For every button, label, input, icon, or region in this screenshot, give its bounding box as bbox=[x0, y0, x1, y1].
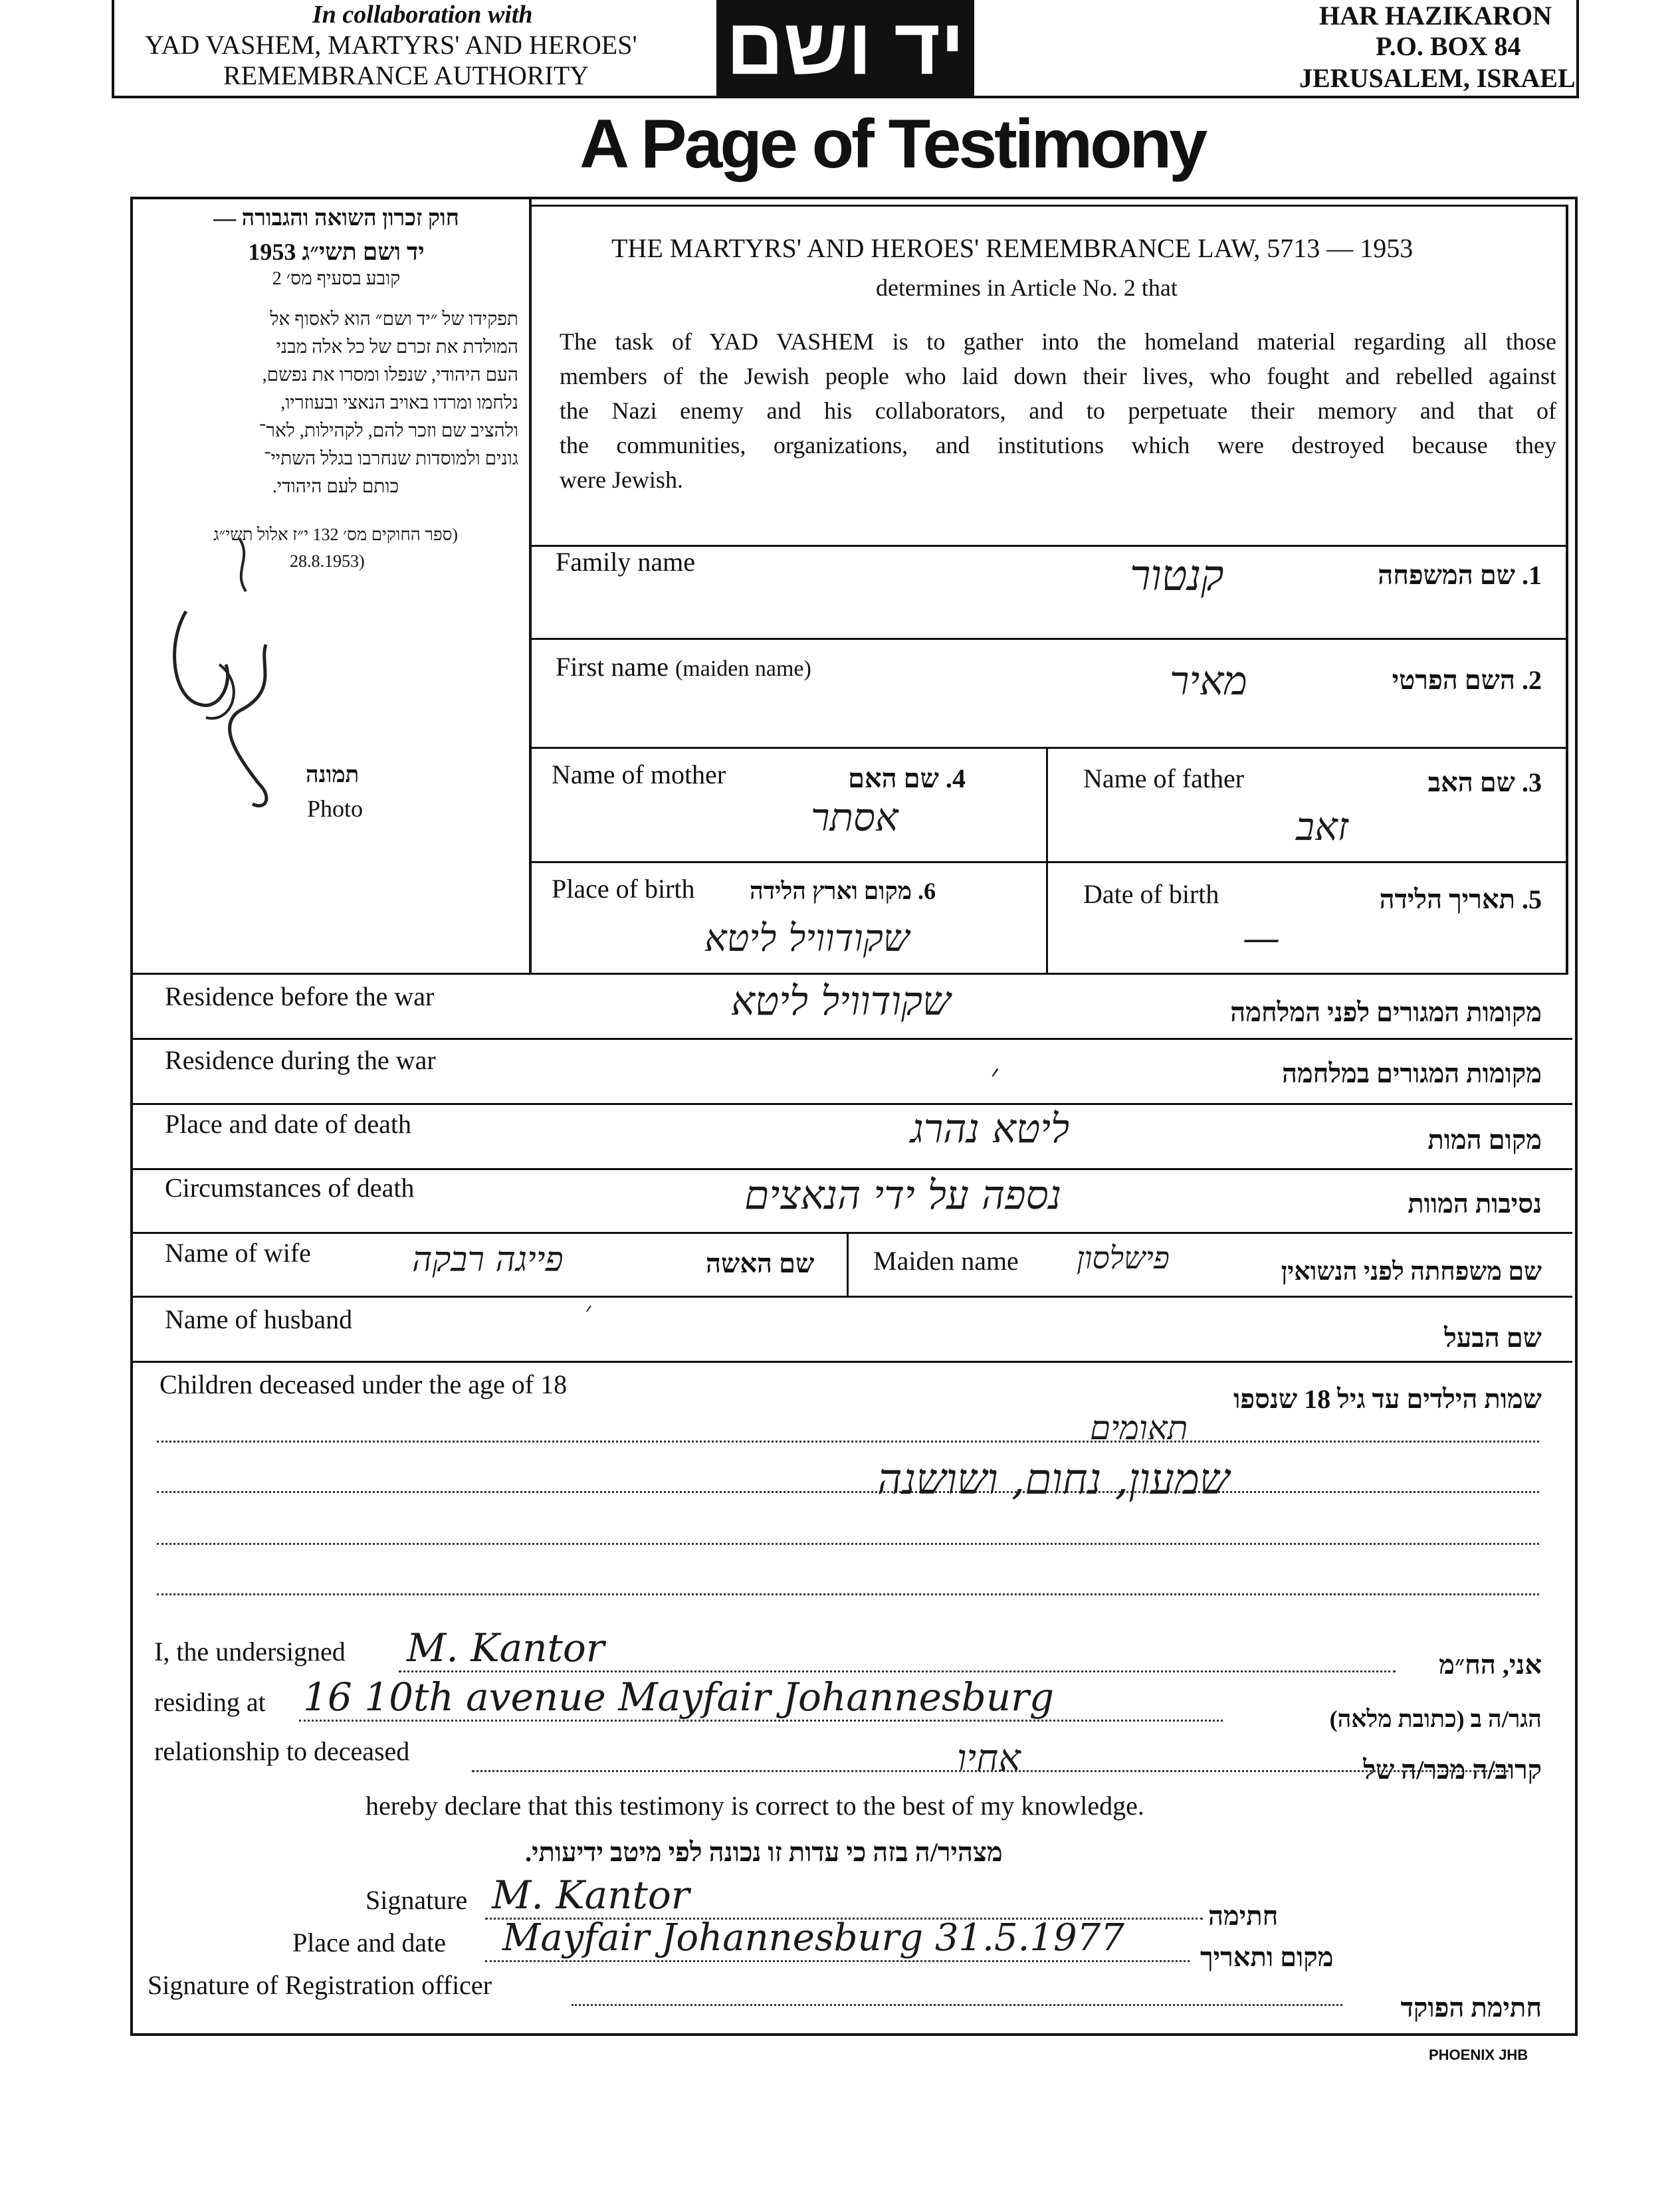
first-name-label-maiden: (maiden name) bbox=[675, 656, 811, 681]
rule-husband bbox=[133, 1296, 1572, 1298]
printer-mark: PHOENIX JHB bbox=[1429, 2047, 1528, 2063]
family-name-label: Family name bbox=[556, 547, 695, 577]
place-date-value[interactable]: Mayfair Johannesburg 31.5.1977 bbox=[502, 1916, 1124, 1959]
family-name-label-he: 1. שם המשפחה bbox=[1378, 560, 1542, 590]
collab-line: In collaboration with bbox=[312, 1, 533, 29]
signature-label-he: חתימה bbox=[1208, 1901, 1279, 1931]
law-he-body-line: נלחמו ומרדו באויב הנאצי ובעוזריו, bbox=[280, 393, 518, 413]
residing-label-he: הגר/ה ב (כתובת מלאה) bbox=[1329, 1706, 1542, 1732]
mother-value[interactable]: אסתר bbox=[811, 795, 898, 840]
residence-during-label-he: מקומות המגורים במלחמה bbox=[1281, 1058, 1542, 1088]
org-line-2: REMEMBRANCE AUTHORITY bbox=[223, 60, 589, 90]
relationship-label-he: קרוב/ה מכר/ה של bbox=[1363, 1755, 1542, 1785]
birth-place-value[interactable]: שקודוויל ליטא bbox=[704, 917, 910, 960]
signature-value[interactable]: M. Kantor bbox=[492, 1872, 690, 1918]
death-place-value[interactable]: ליטא נהרג bbox=[910, 1106, 1070, 1152]
law-box-top bbox=[529, 205, 1566, 207]
residing-line bbox=[299, 1720, 1223, 1722]
officer-label-he: חתימת הפוקד bbox=[1400, 1993, 1542, 2023]
first-name-label-he: 2. השם הפרטי bbox=[1392, 665, 1542, 695]
father-value[interactable]: זאב bbox=[1296, 804, 1348, 849]
children-line-3 bbox=[157, 1543, 1539, 1545]
law-he-cite: (ספר החוקים מס׳ 132 י״ז אלול תשי״ג bbox=[213, 525, 459, 544]
undersigned-label-he: אני, הח״מ bbox=[1439, 1650, 1542, 1680]
maiden-label-he: שם משפחתה לפני הנשואין bbox=[1281, 1258, 1542, 1286]
circumstances-label: Circumstances of death bbox=[165, 1173, 415, 1203]
residence-before-label-he: מקומות המגורים לפני המלחמה bbox=[1230, 997, 1542, 1027]
declaration-text: hereby declare that this testimony is correct to the best of my knowledge. bbox=[366, 1791, 1144, 1821]
law-he-body-line: המולדת את זכרם של כל אלה מבני bbox=[276, 337, 518, 357]
rule-first bbox=[529, 638, 1568, 640]
org-line-1: YAD VASHEM, MARTYRS' AND HEROES' bbox=[145, 30, 637, 60]
signature-label: Signature bbox=[366, 1885, 468, 1915]
husband-value[interactable]: ׳ bbox=[585, 1296, 591, 1327]
place-date-label: Place and date bbox=[292, 1928, 446, 1957]
rule-wife bbox=[133, 1232, 1572, 1234]
residing-value[interactable]: 16 10th avenue Mayfair Johannesburg bbox=[303, 1674, 1055, 1720]
children-label-he: שמות הילדים עד גיל 18 שנספו bbox=[1233, 1384, 1542, 1414]
rule-children bbox=[133, 1361, 1572, 1363]
children-label: Children deceased under the age of 18 bbox=[159, 1369, 568, 1399]
address-line-1: HAR HAZIKARON bbox=[1319, 1, 1552, 31]
birth-date-value[interactable]: — bbox=[1243, 917, 1280, 960]
place-date-label-he: מקום ותאריך bbox=[1200, 1942, 1334, 1972]
residence-during-value[interactable]: ׳ bbox=[990, 1056, 998, 1095]
father-label: Name of father bbox=[1083, 763, 1245, 793]
residing-label: residing at bbox=[154, 1687, 266, 1717]
maiden-value[interactable]: פישלסון bbox=[1077, 1240, 1170, 1276]
children-line-4 bbox=[157, 1593, 1539, 1595]
death-place-label: Place and date of death bbox=[165, 1109, 411, 1139]
rule-circumstances bbox=[133, 1168, 1572, 1170]
parents-divider bbox=[1046, 747, 1048, 861]
photo-scribble bbox=[159, 532, 319, 824]
relationship-label: relationship to deceased bbox=[154, 1736, 410, 1766]
husband-label: Name of husband bbox=[165, 1304, 353, 1334]
law-en-body bbox=[560, 324, 1556, 497]
law-he-cite-date: 28.8.1953) bbox=[290, 552, 365, 571]
logo-text: יד ושם bbox=[726, 2, 965, 91]
rule-residence-during bbox=[133, 1038, 1572, 1040]
photo-column-divider bbox=[529, 199, 532, 974]
law-he-body-line: תפקידו של ״יד ושם״ הוא לאסוף אל bbox=[270, 309, 518, 330]
family-name-value[interactable]: קנטור bbox=[1130, 552, 1224, 601]
rule-residence-before bbox=[133, 973, 1568, 975]
law-en-body-line: the communities, organizations, and institutions which were destroyed because they bbox=[560, 432, 1556, 458]
birth-place-label-he: 6. מקום וארץ הלידה bbox=[750, 878, 936, 904]
law-en-body-line: were Jewish. bbox=[560, 466, 683, 493]
relationship-value[interactable]: אחיו bbox=[957, 1737, 1021, 1780]
birth-date-label-he: 5. תאריך הלידה bbox=[1379, 884, 1542, 914]
law-box-right bbox=[1566, 205, 1568, 974]
residence-before-label: Residence before the war bbox=[165, 981, 435, 1011]
rule-place-death bbox=[133, 1103, 1572, 1105]
photo-label-en: Photo bbox=[307, 795, 364, 822]
officer-line bbox=[572, 2004, 1342, 2006]
residence-during-label: Residence during the war bbox=[165, 1045, 436, 1075]
birth-place-label: Place of birth bbox=[552, 874, 695, 904]
circumstances-value[interactable]: נספה על ידי הנאצים bbox=[744, 1172, 1062, 1219]
law-he-line-1: חוק זכרון השואה והגבורה — bbox=[213, 206, 459, 231]
children-value-2[interactable]: שמעון, נחום, ושושנה bbox=[877, 1455, 1230, 1504]
wife-value[interactable]: פייגה רבקה bbox=[412, 1240, 564, 1280]
law-en-body-line: members of the Jewish people who laid down their lives, who fought and rebelled against bbox=[560, 363, 1556, 389]
law-he-body-line: גונים ולמוסדות שנחרבו בגלל השתיי־ bbox=[263, 449, 518, 469]
birth-divider bbox=[1046, 861, 1048, 974]
law-he-body-line: העם היהודי, שנפלו ומסרו את נפשם, bbox=[262, 365, 518, 385]
father-label-he: 3. שם האב bbox=[1427, 767, 1542, 797]
first-name-label-en: First name bbox=[556, 652, 669, 682]
undersigned-value[interactable]: M. Kantor bbox=[407, 1625, 605, 1670]
place-date-line bbox=[485, 1960, 1190, 1962]
circumstances-label-he: נסיבות המוות bbox=[1408, 1189, 1542, 1219]
photo-label-he: תמונה bbox=[306, 763, 360, 787]
yad-vashem-logo bbox=[716, 0, 974, 96]
officer-label: Signature of Registration officer bbox=[148, 1970, 492, 2000]
law-he-body-line: כותם לעם היהודי. bbox=[272, 476, 399, 497]
maiden-label: Maiden name bbox=[873, 1246, 1019, 1276]
law-he-line-3: קובע בסעיף מס׳ 2 bbox=[272, 268, 401, 289]
wife-label: Name of wife bbox=[165, 1238, 311, 1268]
death-place-label-he: מקום המות bbox=[1427, 1125, 1542, 1155]
law-en-subtitle: determines in Article No. 2 that bbox=[876, 274, 1178, 301]
law-en-body-line: The task of YAD VASHEM is to gather into the homeland material regarding all those bbox=[560, 328, 1556, 355]
law-he-line-2: יד ושם תשי״ג 1953 bbox=[248, 239, 425, 265]
rule-parents bbox=[529, 747, 1568, 749]
declaration-text-he: מצהיר/ה בזה כי עדות זו נכונה לפי מיטב ידיעותי. bbox=[525, 1837, 1003, 1867]
address-line-2: P.O. BOX 84 bbox=[1376, 31, 1521, 61]
law-en-body-line: the Nazi enemy and his collaborators, and to perpetuate their memory and that of bbox=[560, 397, 1556, 424]
law-he-body-line: ולהציב שם וזכר להם, לקהילות, לאר־ bbox=[259, 421, 518, 441]
law-he-body bbox=[153, 306, 518, 501]
rule-birth bbox=[529, 861, 1568, 863]
wife-label-he: שם האשה bbox=[706, 1249, 815, 1278]
first-name-value[interactable]: מאיר bbox=[1170, 658, 1247, 704]
birth-date-label: Date of birth bbox=[1083, 879, 1219, 909]
mother-label: Name of mother bbox=[552, 759, 726, 789]
residence-before-value[interactable]: שקודוויל ליטא bbox=[731, 978, 951, 1025]
first-name-label bbox=[556, 651, 811, 682]
children-line-1 bbox=[157, 1441, 1539, 1443]
law-en-title: THE MARTYRS' AND HEROES' REMEMBRANCE LAW, 5713 — 1953 bbox=[611, 233, 1414, 263]
undersigned-label: I, the undersigned bbox=[154, 1637, 346, 1666]
undersigned-line bbox=[399, 1670, 1396, 1672]
wife-divider bbox=[847, 1232, 849, 1296]
children-value-1[interactable]: תאומים bbox=[1090, 1409, 1188, 1447]
children-line-2 bbox=[157, 1491, 1539, 1493]
husband-label-he: שם הבעל bbox=[1444, 1323, 1542, 1353]
address-line-3: JERUSALEM, ISRAEL bbox=[1299, 63, 1576, 93]
page-title: A Page of Testimony bbox=[579, 106, 1206, 183]
mother-label-he: 4. שם האם bbox=[848, 763, 966, 793]
